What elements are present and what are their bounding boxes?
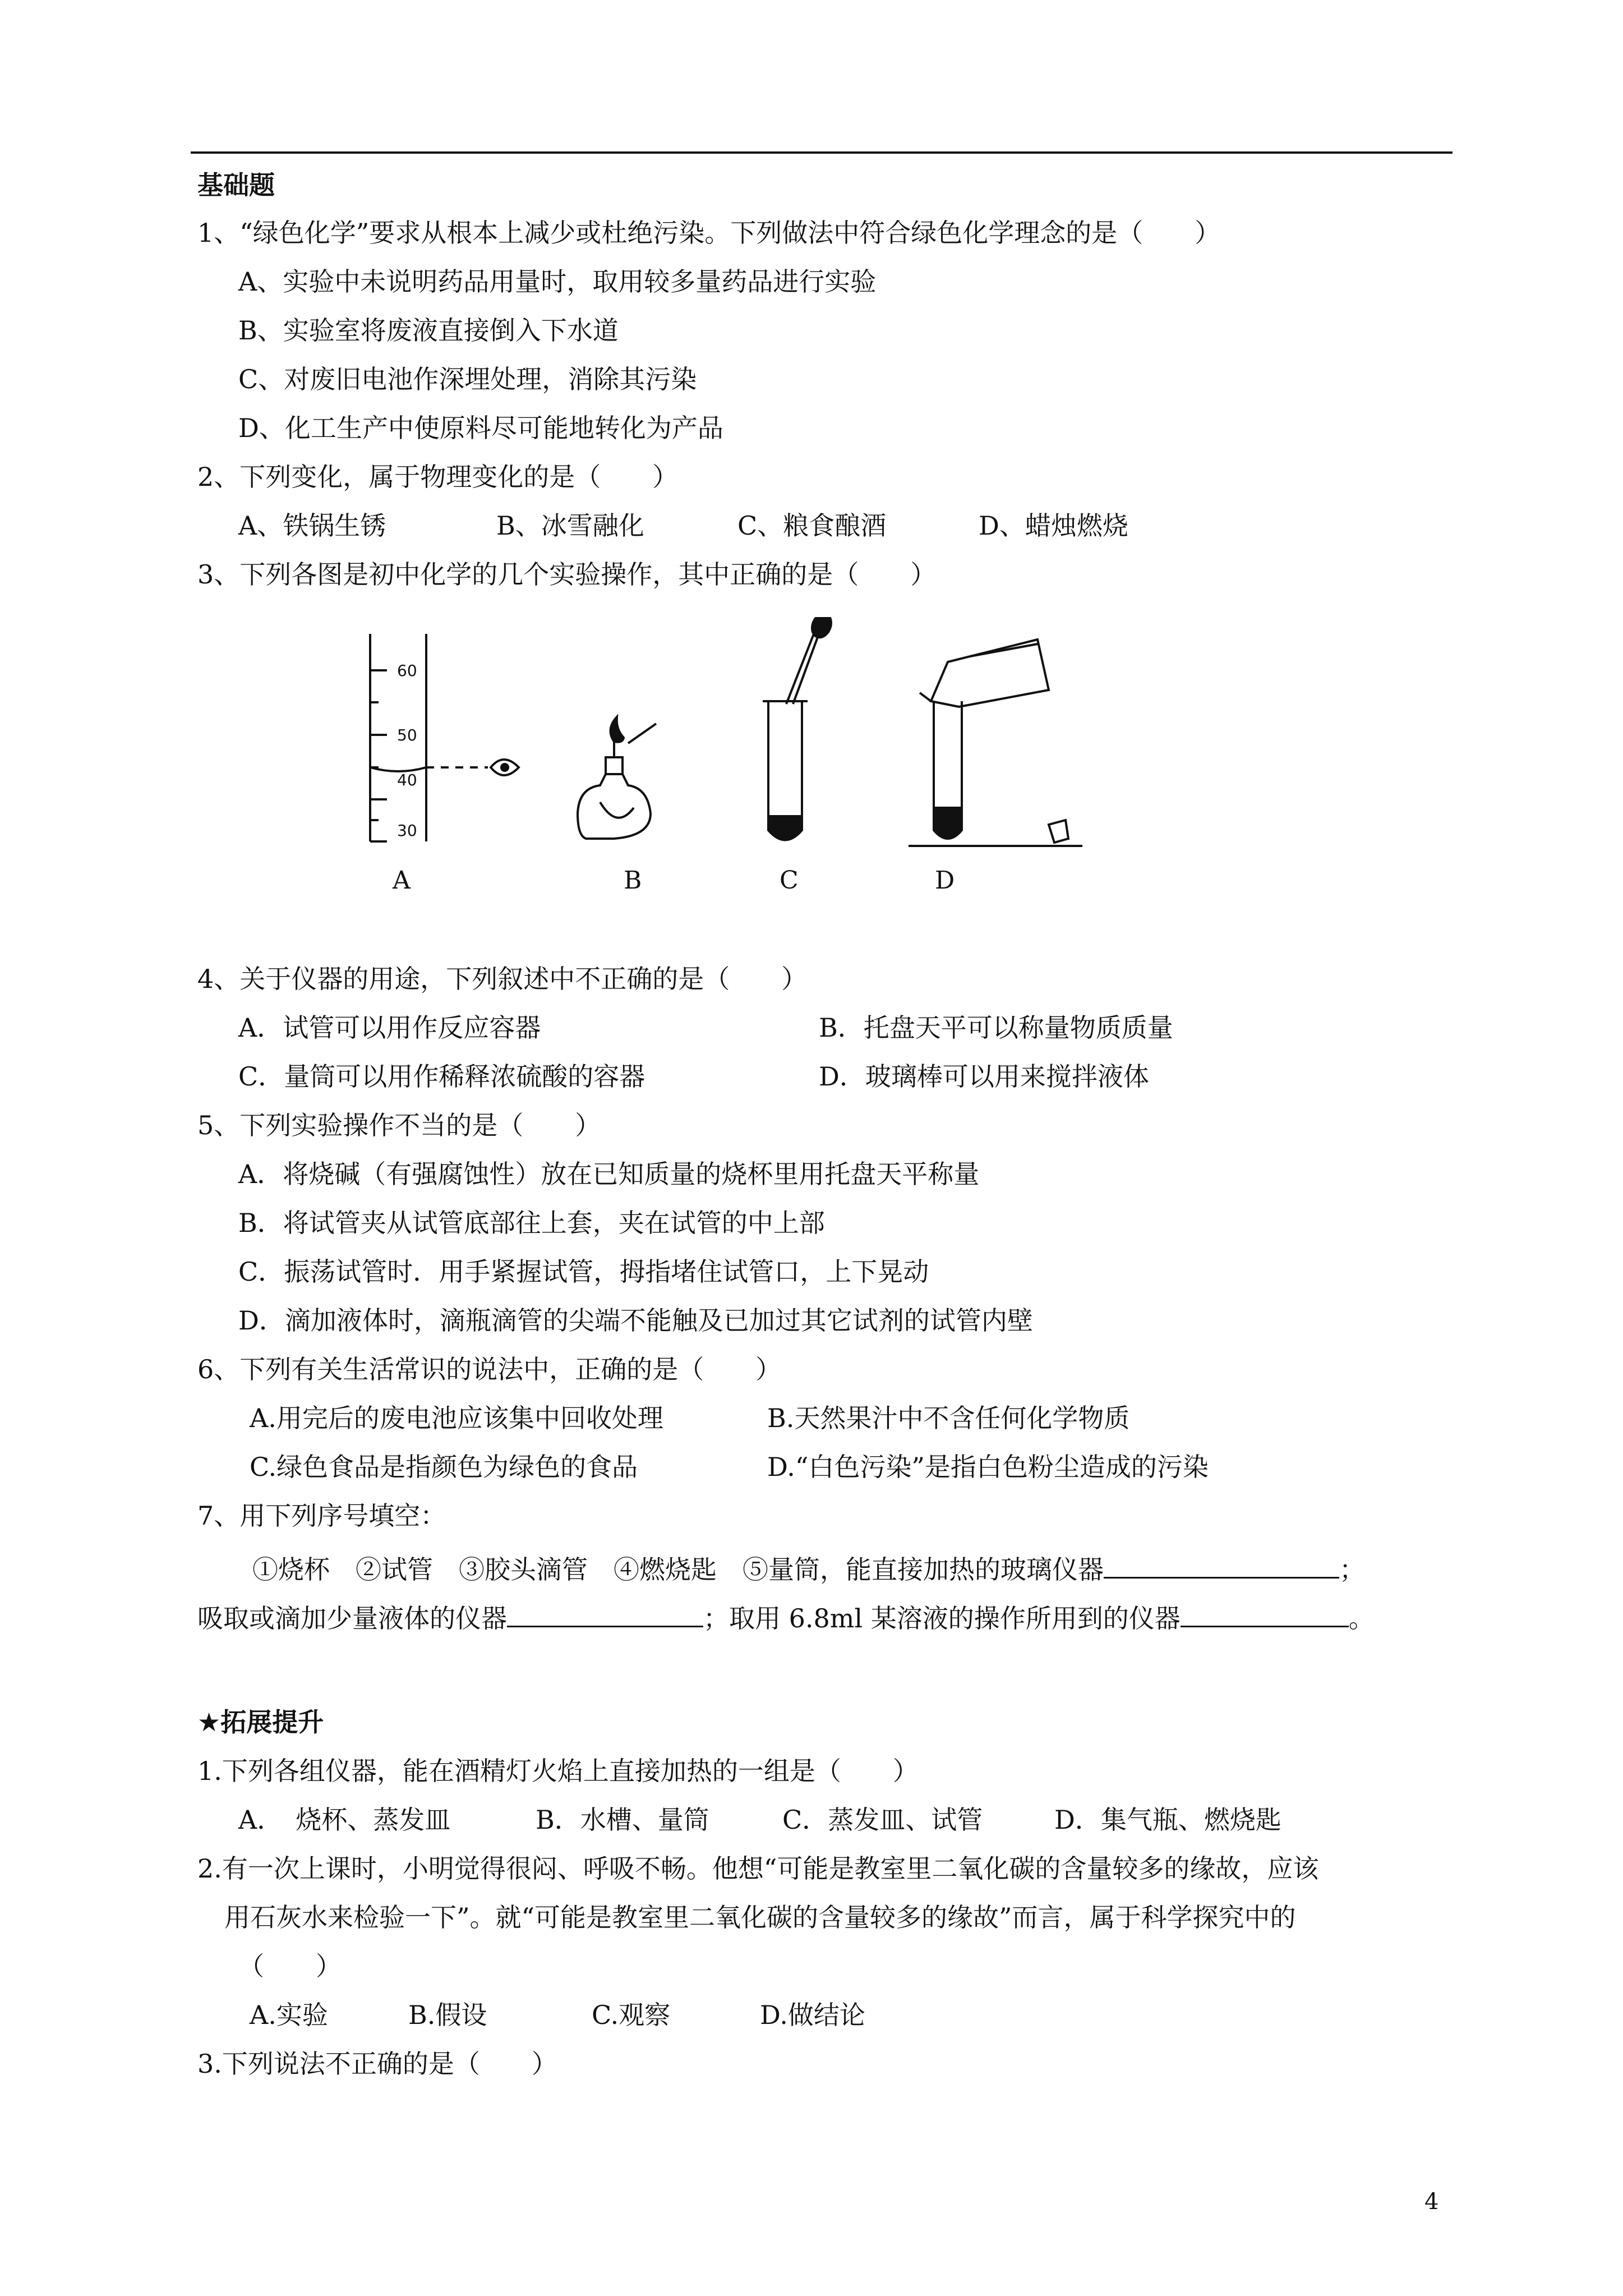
q2-option-a: A、铁锅生锈 xyxy=(238,510,386,541)
q7-blank-2[interactable] xyxy=(507,1600,703,1627)
q7-line1-end: ； xyxy=(1339,1554,1365,1585)
q7-line2 xyxy=(197,1600,1375,1635)
q7-line2-a: 吸取或滴加少量液体的仪器 xyxy=(197,1603,507,1634)
section-title-extension: ★拓展提升 xyxy=(197,1707,324,1737)
q7-line2-end: 。 xyxy=(1348,1603,1375,1634)
q7-blank-3[interactable] xyxy=(1181,1600,1349,1627)
figure-label-c: C xyxy=(780,866,799,895)
q4-option-c: C．量筒可以用作稀释浓硫酸的容器 xyxy=(238,1061,645,1092)
q5-stem: 5、下列实验操作不当的是（ ） xyxy=(197,1110,601,1140)
q7-stem: 7、用下列序号填空： xyxy=(197,1501,446,1531)
q2-option-b: B、冰雪融化 xyxy=(496,510,644,541)
q6-option-d: D.“白色污染”是指白色粉尘造成的污染 xyxy=(767,1452,1209,1482)
q4-option-d: D．玻璃棒可以用来搅拌液体 xyxy=(819,1061,1149,1092)
q7-line2-b: ；取用 6.8ml 某溶液的操作所用到的仪器 xyxy=(703,1603,1181,1634)
q6-stem: 6、下列有关生活常识的说法中，正确的是（ ） xyxy=(197,1354,782,1384)
figure-a-cylinder xyxy=(370,634,519,841)
q6-option-a: A.用完后的废电池应该集中回收处理 xyxy=(250,1403,663,1433)
q7-line1 xyxy=(252,1551,1365,1586)
q4-option-b: B．托盘天平可以称量物质质量 xyxy=(819,1013,1173,1043)
ext-q3-stem: 3.下列说法不正确的是（ ） xyxy=(197,2049,557,2079)
q1-option-d: D、化工生产中使原料尽可能地转化为产品 xyxy=(238,413,723,443)
header-rule xyxy=(191,151,1453,154)
q5-option-b: B．将试管夹从试管底部往上套，夹在试管的中上部 xyxy=(238,1208,825,1238)
q7-line1-text: ①烧杯 ②试管 ③胶头滴管 ④燃烧匙 ⑤量筒，能直接加热的玻璃仪器 xyxy=(252,1554,1104,1585)
figure-b-alcohol-lamp xyxy=(578,717,656,839)
q2-option-d: D、蜡烛燃烧 xyxy=(979,510,1128,541)
ext-q2-option-c: C.观察 xyxy=(592,2000,671,2030)
q5-option-a: A．将烧碱（有强腐蚀性）放在已知质量的烧杯里用托盘天平称量 xyxy=(238,1159,980,1189)
q4-stem: 4、关于仪器的用途，下列叙述中不正确的是（ ） xyxy=(197,964,808,994)
figure-a-tick-40: 40 xyxy=(397,771,417,789)
ext-q1-option-c: C．蒸发皿、试管 xyxy=(782,1805,983,1835)
ext-q1-stem: 1.下列各组仪器，能在酒精灯火焰上直接加热的一组是（ ） xyxy=(197,1756,919,1786)
figure-label-a: A xyxy=(393,866,411,895)
q5-option-c: C．振荡试管时．用手紧握试管，拇指堵住试管口，上下晃动 xyxy=(238,1257,929,1287)
ext-q1-option-b: B．水槽、量筒 xyxy=(536,1805,709,1835)
q3-figure xyxy=(336,617,1150,869)
figure-label-d: D xyxy=(935,866,955,895)
q5-option-d: D．滴加液体时，滴瓶滴管的尖端不能触及已加过其它试剂的试管内壁 xyxy=(238,1305,1033,1336)
figure-a-tick-60: 60 xyxy=(397,661,417,680)
page-number: 4 xyxy=(1424,2189,1439,2215)
figure-d-pouring-liquid xyxy=(909,639,1082,846)
q6-option-b: B.天然果汁中不含任何化学物质 xyxy=(767,1403,1130,1433)
section-title-basic: 基础题 xyxy=(197,170,275,200)
ext-q1-option-d: D．集气瓶、燃烧匙 xyxy=(1054,1805,1281,1835)
q2-stem: 2、下列变化，属于物理变化的是（ ） xyxy=(197,462,679,492)
figure-a-tick-50: 50 xyxy=(397,726,417,744)
q3-stem: 3、下列各图是初中化学的几个实验操作，其中正确的是（ ） xyxy=(197,559,937,590)
q1-option-c: C、对废旧电池作深埋处理，消除其污染 xyxy=(238,364,697,394)
ext-q2-stem-line1: 2.有一次上课时，小明觉得很闷、呼吸不畅。他想“可能是教室里二氧化碳的含量较多的缘故，应该 xyxy=(197,1853,1319,1884)
ext-q2-stem-line2: 用石灰水来检验一下”。就“可能是教室里二氧化碳的含量较多的缘故”而言，属于科学探究中的 xyxy=(224,1902,1296,1932)
q1-option-a: A、实验中未说明药品用量时，取用较多量药品进行实验 xyxy=(238,266,877,297)
figure-a-eye-pupil xyxy=(500,763,509,772)
q2-option-c: C、粮食酿酒 xyxy=(737,510,887,541)
ext-q2-option-d: D.做结论 xyxy=(760,2000,865,2030)
q1-stem: 1、“绿色化学”要求从根本上减少或杜绝污染。下列做法中符合绿色化学理念的是（ ） xyxy=(197,218,1221,248)
figure-label-b: B xyxy=(624,866,642,895)
ext-q2-stem-line3: （ ） xyxy=(238,1951,342,1981)
q7-blank-1[interactable] xyxy=(1104,1551,1339,1579)
ext-q2-option-a: A.实验 xyxy=(250,2000,328,2030)
q6-option-c: C.绿色食品是指颜色为绿色的食品 xyxy=(250,1452,638,1482)
figure-c-test-tube-dropper xyxy=(763,617,834,840)
ext-q2-option-b: B.假设 xyxy=(408,2000,487,2030)
ext-q1-option-a: A． 烧杯、蒸发皿 xyxy=(238,1805,451,1835)
figure-a-tick-30: 30 xyxy=(397,821,417,840)
q1-option-b: B、实验室将废液直接倒入下水道 xyxy=(238,315,619,346)
q4-option-a: A．试管可以用作反应容器 xyxy=(238,1013,541,1043)
